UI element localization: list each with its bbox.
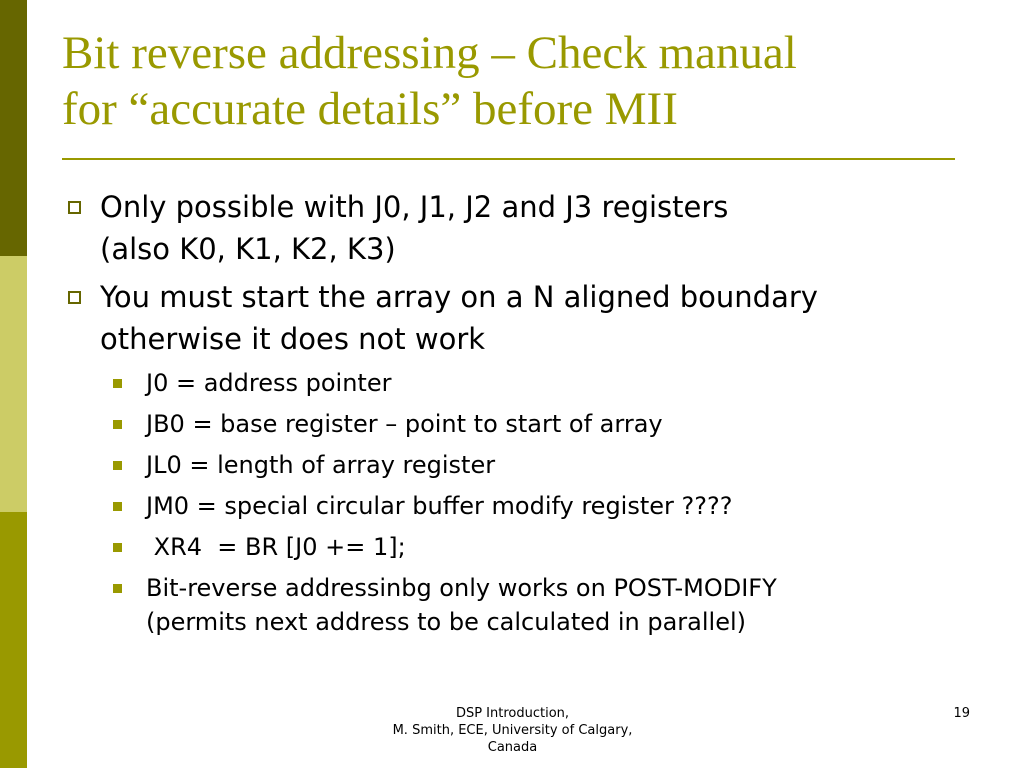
filled-square-bullet-icon xyxy=(113,379,122,388)
footer-line-3: Canada xyxy=(487,740,538,755)
slide-footer xyxy=(360,705,665,756)
page-number: 19 xyxy=(953,706,970,721)
sub-bullet-text-line: J0 = address pointer xyxy=(146,369,392,397)
filled-square-bullet-icon xyxy=(113,584,122,593)
title-divider xyxy=(62,158,955,160)
sub-bullet-text-line: JL0 = length of array register xyxy=(146,451,496,479)
filled-square-bullet-icon xyxy=(113,543,122,552)
filled-square-bullet-icon xyxy=(113,461,122,470)
footer-line-2: M. Smith, ECE, University of Calgary, xyxy=(392,723,633,738)
sub-bullet-text-line: JB0 = base register – point to start of array xyxy=(146,410,663,438)
hollow-square-bullet-icon xyxy=(68,201,81,214)
slide-title-line-2: for “accurate details” before MII xyxy=(62,83,678,135)
sub-bullet-item xyxy=(68,366,968,400)
bullet-text-line: Only possible with J0, J1, J2 and J3 registers xyxy=(100,190,729,224)
bullet-text-line: You must start the array on a N aligned boundary xyxy=(100,280,818,314)
sub-bullet-item xyxy=(68,448,968,482)
sub-bullet-item xyxy=(68,530,968,564)
slide-title-line-1: Bit reverse addressing – Check manual xyxy=(62,27,797,79)
sub-bullet-text-line: Bit-reverse addressinbg only works on POST-MODIFY xyxy=(146,574,777,602)
slide-title xyxy=(62,25,982,137)
filled-square-bullet-icon xyxy=(113,502,122,511)
sub-bullet-text-line: XR4 = BR [J0 += 1]; xyxy=(146,533,406,561)
sub-bullet-list xyxy=(68,366,968,639)
slide-body xyxy=(68,186,968,646)
sub-bullet-item xyxy=(68,571,968,639)
bullet-text-line: otherwise it does not work xyxy=(100,322,486,356)
filled-square-bullet-icon xyxy=(113,420,122,429)
bullet-item xyxy=(68,276,968,360)
sub-bullet-text-line: (permits next address to be calculated in parallel) xyxy=(146,608,747,636)
sub-bullet-item xyxy=(68,407,968,441)
hollow-square-bullet-icon xyxy=(68,291,81,304)
sub-bullet-item xyxy=(68,489,968,523)
side-band-top xyxy=(0,0,27,256)
footer-line-1: DSP Introduction, xyxy=(455,706,570,721)
side-band-bottom xyxy=(0,512,27,768)
side-band-middle xyxy=(0,256,27,512)
bullet-item xyxy=(68,186,968,270)
sub-bullet-text-line: JM0 = special circular buffer modify register ???? xyxy=(146,492,733,520)
bullet-text-line: (also K0, K1, K2, K3) xyxy=(100,232,396,266)
